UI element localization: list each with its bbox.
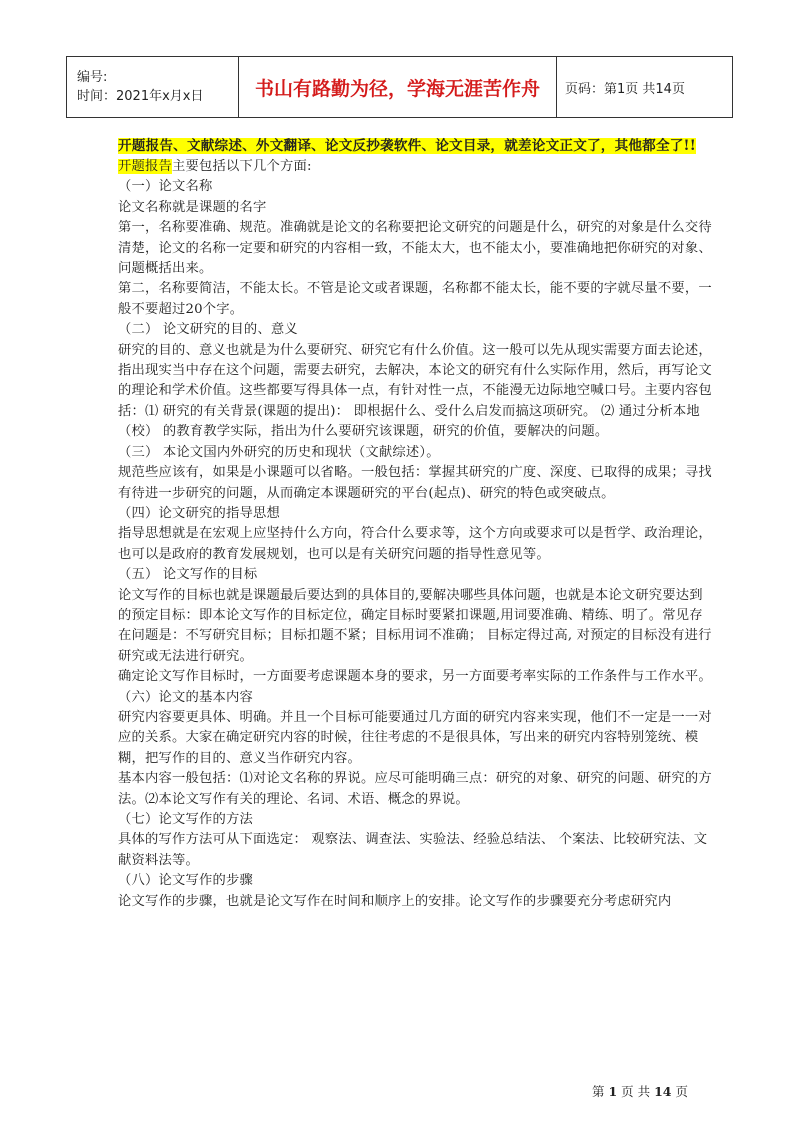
body-paragraph: 论文写作的目标也就是课题最后要达到的具体目的,要解决哪些具体问题，也就是本论文研究要达到的预定目标：即本论文写作的目标定位，确定目标时要紧扣课题,用词要准确、精练、明了。常见存在问题是：不写研究目标；目标扣题不紧；目标用词不准确； 目标定得过高, 对预定的目标没有进行研究或无法进行研究。: [118, 587, 712, 664]
body-paragraph: 第二，名称要简洁，不能太长。不管是论文或者课题，名称都不能太长，能不要的字就尽量不要，一般不要超过20个字。: [118, 281, 712, 317]
intro-text: 主要包括以下几个方面:: [172, 159, 312, 174]
body-paragraph: （五） 论文写作的目标: [118, 567, 258, 583]
body-paragraph: （三） 本论文国内外研究的历史和现状（文献综述）。: [118, 444, 440, 460]
header-motto: 书山有路勤为径，学海无涯苦作舟: [239, 57, 557, 117]
footer-pre: 第: [591, 1084, 605, 1099]
body-paragraph: （二） 论文研究的目的、意义: [118, 322, 298, 338]
footer-total-pages: 14: [654, 1084, 672, 1099]
body-paragraph: （七）论文写作的方法: [118, 812, 253, 827]
promo-banner: [118, 135, 712, 157]
footer-post: 页: [675, 1084, 688, 1099]
body-paragraph: 具体的写作方法可从下面选定： 观察法、调查法、实验法、经验总结法、 个案法、比较研究法、文献资料法等。: [118, 832, 708, 868]
body-paragraph: 研究内容要更具体、明确。并且一个目标可能要通过几方面的研究内容来实现，他们不一定是一一对应的关系。大家在确定研究内容的时候，往往考虑的不是很具体，写出来的研究内容特别笼统、模糊，把写作的目的、意义当作研究内容。: [118, 709, 712, 766]
body-paragraph: （八）论文写作的步骤: [118, 873, 253, 889]
body-paragraph: 论文写作的步骤，也就是论文写作在时间和顺序上的安排。论文写作的步骤要充分考虑研究内: [118, 893, 672, 909]
document-body: [118, 135, 712, 912]
body-paragraph: （四）论文研究的指导思想: [118, 505, 280, 521]
body-paragraph: 基本内容一般包括：⑴对论文名称的界说。应尽可能明确三点：研究的对象、研究的问题、研究的方法。⑵本论文写作有关的理论、名词、术语、概念的界说。: [118, 771, 712, 807]
intro-line: [118, 157, 712, 177]
body-paragraph: 确定论文写作目标时，一方面要考虑课题本身的要求，另一方面要考率实际的工作条件与工作水平。: [118, 669, 712, 685]
page-header: [66, 56, 733, 118]
body-paragraph: 规范些应该有，如果是小课题可以省略。一般包括：掌握其研究的广度、深度、已取得的成果；寻找有待进一步研究的问题，从而确定本课题研究的平台(起点)、研究的特色或突破点。: [118, 465, 712, 501]
page-footer: [592, 1082, 688, 1100]
header-page-info: 页码：第1页 共14页: [565, 81, 685, 97]
promo-banner-text: 开题报告、文献综述、外文翻译、论文反抄袭软件、论文目录，就差论文正文了，其他都全了!!: [118, 138, 696, 154]
document-number-label: 编号:: [77, 70, 108, 85]
body-paragraph: （一）论文名称: [118, 179, 213, 195]
footer-mid: 页 共: [621, 1084, 651, 1099]
body-paragraph: 论文名称就是课题的名字: [118, 199, 267, 215]
body-paragraphs: [118, 177, 712, 912]
intro-highlight: 开题报告: [118, 159, 172, 174]
header-meta: [67, 57, 239, 117]
body-paragraph: 研究的目的、意义也就是为什么要研究、研究它有什么价值。这一般可以先从现实需要方面去论述，指出现实当中存在这个问题，需要去研究，去解决，本论文的研究有什么实际作用，然后，再写论文的理论和学术价值。这些都要写得具体一点，有针对性一点，不能漫无边际地空喊口号。主要内容包括：⑴ 研究的有关背景(课题的提出)： 即根据什么、受什么启发而搞这项研究。 ⑵ 通过分析本地（校） 的教育教学实际，指出为什么要研究该课题，研究的价值，要解决的问题。: [118, 342, 712, 440]
body-paragraph: （六）论文的基本内容: [118, 689, 253, 705]
body-paragraph: 第一，名称要准确、规范。准确就是论文的名称要把论文研究的问题是什么，研究的对象是什么交待清楚，论文的名称一定要和研究的内容相一致，不能太大，也不能太小，要准确地把你研究的对象、问题概括出来。: [118, 220, 712, 277]
footer-page-number: 1: [608, 1084, 618, 1099]
body-paragraph: 指导思想就是在宏观上应坚持什么方向，符合什么要求等，这个方向或要求可以是哲学、政治理论，也可以是政府的教育发展规划，也可以是有关研究问题的指导性意见等。: [118, 526, 712, 562]
document-time: 时间：2021年x月x日: [77, 89, 204, 104]
